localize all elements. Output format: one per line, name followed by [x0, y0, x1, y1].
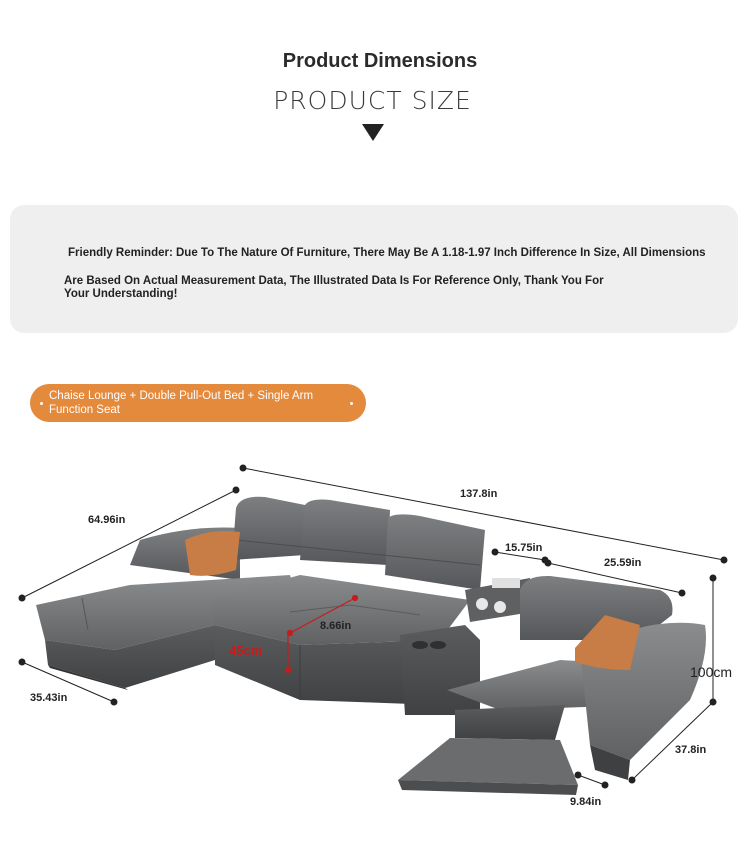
bed-height-label: 45cm	[229, 643, 263, 658]
configuration-tag	[30, 384, 366, 422]
pillow-icon	[185, 531, 240, 576]
notice-box	[10, 205, 738, 333]
page-title: Product Dimensions	[282, 50, 478, 72]
notice-line-1: Friendly Reminder: Due To The Nature Of Furniture, There May Be A 1.18-1.97 Inch Difference In Size, All Dimensions	[68, 247, 706, 259]
dot-icon	[40, 402, 43, 405]
dot-icon	[350, 402, 353, 405]
chaise-length-label: 64.96in	[88, 514, 126, 526]
triangle-down-icon	[362, 124, 384, 141]
sofa-backrest	[232, 497, 485, 590]
notice-line-2: Are Based On Actual Measurement Data, The Illustrated Data Is For Reference Only, Thank You For Your Understanding!	[64, 275, 604, 300]
recliner-depth-label: 37.8in	[675, 744, 707, 756]
recliner-width-label: 25.59in	[604, 557, 642, 569]
chaise-width-label: 35.43in	[30, 692, 68, 704]
seat-height-label: 8.66in	[320, 620, 352, 632]
page-subtitle: PRODUCT SIZE	[273, 86, 472, 115]
sofa-illustration	[0, 440, 750, 860]
console-width-label: 15.75in	[505, 542, 543, 554]
footrest-extension-label: 9.84in	[570, 796, 602, 808]
total-length-label: 137.8in	[460, 488, 498, 500]
height-label: 100cm	[690, 664, 733, 680]
configuration-label: Chaise Lounge + Double Pull-Out Bed + Single Arm Function Seat	[49, 390, 314, 416]
